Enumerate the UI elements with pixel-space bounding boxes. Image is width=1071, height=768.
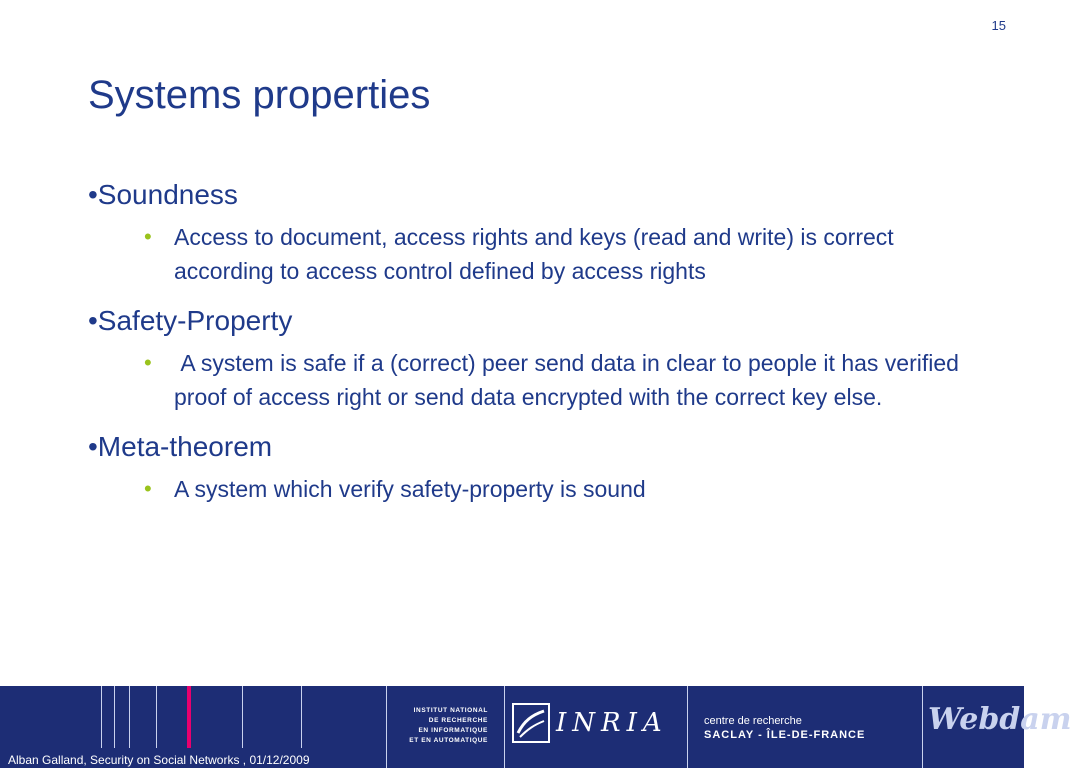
divider [504, 686, 505, 768]
divider [922, 686, 923, 768]
slide-title: Systems properties [88, 73, 431, 117]
divider [129, 686, 130, 748]
divider [156, 686, 157, 748]
institute-text [386, 706, 488, 746]
sub-list [88, 220, 998, 288]
section-heading: •Safety-Property [88, 305, 293, 336]
sub-item [88, 346, 998, 414]
sub-item [88, 472, 998, 506]
sub-item [88, 220, 998, 288]
institute-line: DE RECHERCHE [428, 717, 488, 724]
sub-item-text: Access to document, access rights and keys (read and write) is correct according to access control defined by access rights [174, 224, 894, 284]
divider-accent [187, 686, 191, 748]
inria-logo [512, 700, 668, 746]
divider [687, 686, 688, 768]
institute-line: INSTITUT NATIONAL [413, 707, 488, 714]
section-meta-theorem [88, 428, 998, 506]
section-heading: •Meta-theorem [88, 431, 273, 462]
bullet-icon: • [144, 224, 152, 249]
sub-item-text: A system is safe if a (correct) peer send data in clear to people it has verified proof of access right or send data encrypted with the correct key else. [174, 350, 966, 410]
section-soundness [88, 176, 998, 288]
divider [101, 686, 102, 748]
divider [114, 686, 115, 748]
webdam-logo: Webdam [928, 702, 1071, 737]
footer-caption: Alban Galland, Security on Social Networks , 01/12/2009 [8, 753, 310, 767]
centre-text [704, 714, 865, 742]
sub-item-text: A system which verify safety-property is sound [174, 476, 646, 502]
institute-line: EN INFORMATIQUE [418, 727, 488, 734]
sub-list [88, 346, 998, 414]
footer-bar [0, 686, 1071, 768]
inria-wordmark: INRIA [556, 708, 668, 738]
slide-number: 15 [991, 18, 1006, 33]
centre-line-1: centre de recherche [704, 715, 802, 727]
section-heading: •Soundness [88, 179, 238, 210]
divider [242, 686, 243, 748]
divider [301, 686, 302, 748]
section-safety-property [88, 302, 998, 414]
inria-emblem-icon [512, 703, 550, 743]
centre-line-2: SACLAY - ÎLE-DE-FRANCE [704, 729, 866, 741]
bullet-icon: • [144, 476, 152, 501]
sub-list [88, 472, 998, 506]
bullet-icon: • [144, 350, 152, 375]
institute-line: ET EN AUTOMATIQUE [409, 737, 488, 744]
slide-content [88, 176, 998, 520]
